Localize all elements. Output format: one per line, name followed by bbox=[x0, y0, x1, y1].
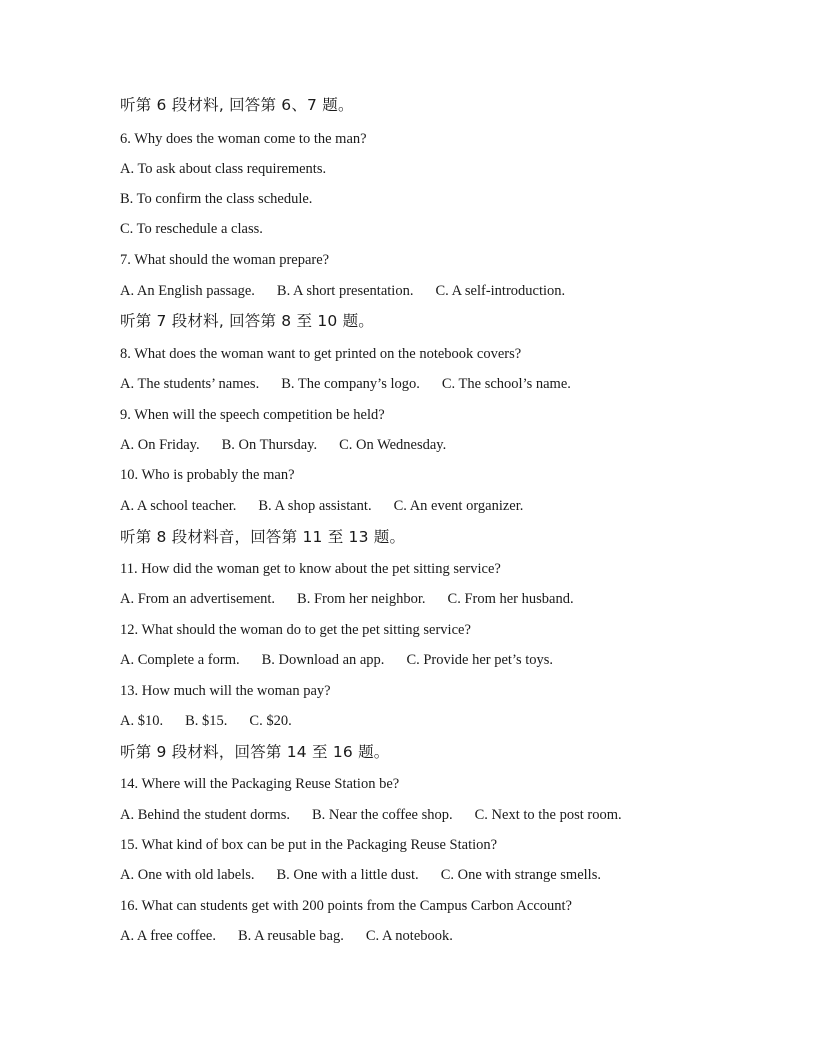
option-c: C. An event organizer. bbox=[393, 498, 524, 514]
option-b: B. $15. bbox=[185, 713, 228, 729]
option-line: A. To ask about class requirements. bbox=[120, 161, 327, 177]
option-c: C. On Wednesday. bbox=[339, 437, 447, 453]
question-stem: 16. What can students get with 200 points from the Campus Carbon Account? bbox=[120, 898, 572, 914]
question-stem: 12. What should the woman do to get the pet sitting service? bbox=[120, 622, 471, 638]
question-stem: 13. How much will the woman pay? bbox=[120, 683, 331, 699]
options-row bbox=[120, 651, 553, 669]
option-c: C. Provide her pet’s toys. bbox=[406, 652, 554, 668]
option-c: C. $20. bbox=[249, 713, 292, 729]
question-stem: 14. Where will the Packaging Reuse Station be? bbox=[120, 776, 400, 792]
option-c: C. One with strange smells. bbox=[440, 867, 601, 883]
section-heading: 听第 8 段材料音，回答第 11 至 13 题。 bbox=[120, 528, 406, 546]
options-row bbox=[120, 375, 571, 393]
option-a: A. $10. bbox=[120, 713, 164, 729]
option-a: A. One with old labels. bbox=[120, 867, 255, 883]
options-row bbox=[120, 282, 565, 300]
option-c: C. Next to the post room. bbox=[474, 807, 622, 823]
options-row bbox=[120, 927, 453, 945]
option-a: A. A free coffee. bbox=[120, 928, 216, 944]
section-heading: 听第 9 段材料，回答第 14 至 16 题。 bbox=[120, 743, 390, 761]
option-b: B. From her neighbor. bbox=[297, 591, 426, 607]
option-b: B. A shop assistant. bbox=[258, 498, 372, 514]
option-c: C. A notebook. bbox=[365, 928, 453, 944]
option-c: C. The school’s name. bbox=[441, 376, 571, 392]
question-stem: 9. When will the speech competition be held? bbox=[120, 407, 385, 423]
option-a: A. Complete a form. bbox=[120, 652, 240, 668]
option-a: A. From an advertisement. bbox=[120, 591, 276, 607]
option-a: A. On Friday. bbox=[120, 437, 200, 453]
options-row bbox=[120, 806, 622, 824]
option-b: B. A short presentation. bbox=[276, 283, 414, 299]
options-row bbox=[120, 436, 446, 454]
section-heading: 听第 6 段材料, 回答第 6、7 题。 bbox=[120, 96, 354, 114]
option-a: A. An English passage. bbox=[120, 283, 255, 299]
option-c: C. From her husband. bbox=[447, 591, 574, 607]
option-b: B. On Thursday. bbox=[221, 437, 318, 453]
option-line: B. To confirm the class schedule. bbox=[120, 191, 313, 207]
option-a: A. Behind the student dorms. bbox=[120, 807, 290, 823]
option-b: B. The company’s logo. bbox=[281, 376, 420, 392]
options-row bbox=[120, 712, 292, 730]
question-stem: 7. What should the woman prepare? bbox=[120, 252, 330, 268]
option-a: A. A school teacher. bbox=[120, 498, 237, 514]
section-heading: 听第 7 段材料, 回答第 8 至 10 题。 bbox=[120, 312, 374, 330]
question-stem: 10. Who is probably the man? bbox=[120, 467, 295, 483]
options-row bbox=[120, 866, 601, 884]
option-a: A. The students’ names. bbox=[120, 376, 260, 392]
option-c: C. A self-introduction. bbox=[435, 283, 566, 299]
option-line: C. To reschedule a class. bbox=[120, 221, 263, 237]
options-row bbox=[120, 590, 574, 608]
question-stem: 11. How did the woman get to know about the pet sitting service? bbox=[120, 561, 501, 577]
question-stem: 8. What does the woman want to get printed on the notebook covers? bbox=[120, 346, 522, 362]
options-row bbox=[120, 497, 523, 515]
question-stem: 6. Why does the woman come to the man? bbox=[120, 131, 367, 147]
question-stem: 15. What kind of box can be put in the Packaging Reuse Station? bbox=[120, 837, 498, 853]
option-b: B. Near the coffee shop. bbox=[311, 807, 453, 823]
option-b: B. A reusable bag. bbox=[237, 928, 344, 944]
option-b: B. Download an app. bbox=[261, 652, 385, 668]
option-b: B. One with a little dust. bbox=[276, 867, 419, 883]
